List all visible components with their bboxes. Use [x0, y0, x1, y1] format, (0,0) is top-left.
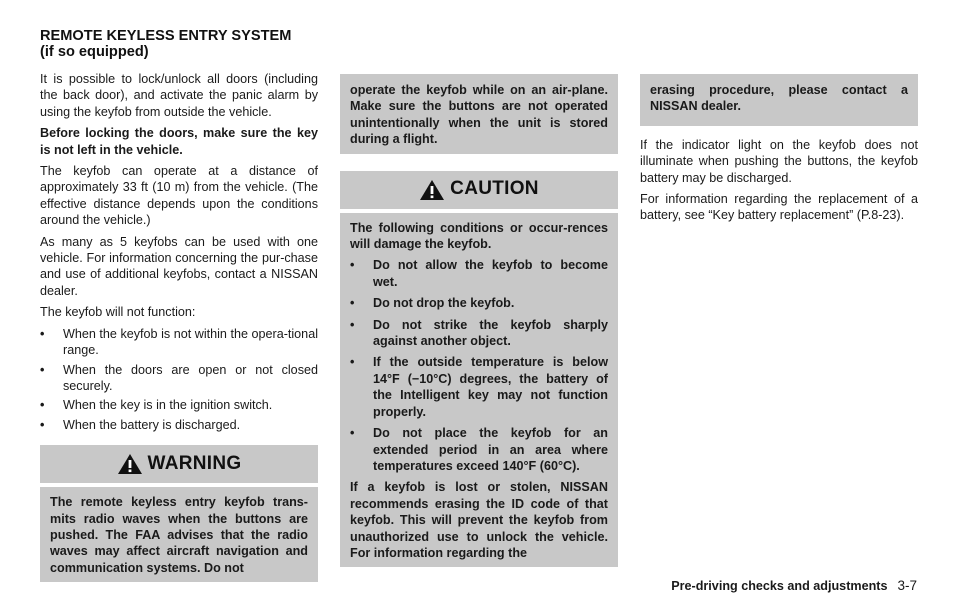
bullet-icon: • [350, 317, 355, 332]
page-number: 3-7 [897, 578, 917, 593]
list-item: • When the battery is discharged. [40, 417, 241, 432]
bullet-icon: • [350, 355, 355, 370]
not-function-paragraph: The keyfob will not function: [40, 305, 196, 320]
keyfob-count-paragraph: As many as 5 keyfobs can be used with one vehicle. For information concerning the pur-chase and use of additional keyfobs, contact a NISSAN dealer. [40, 234, 318, 298]
bullet-icon: • [350, 258, 355, 273]
warning-box-continued [340, 74, 618, 154]
list-item: • When the key is in the ignition switch. [40, 398, 273, 413]
bullet-icon: • [40, 326, 45, 341]
battery-paragraph: For information regarding the replacement of a battery, see “Key battery replacement” (P.8-23). [640, 192, 918, 223]
list-item: • Do not place the keyfob for an extended period in an area where temperatures exceed 140°F (60°C). [350, 426, 608, 473]
list-item: • When the keyfob is not within the opera-tional range. [40, 326, 318, 358]
bullet-icon: • [350, 426, 355, 441]
footer-section-title: Pre-driving checks and adjustments [671, 579, 888, 593]
list-item: • Do not drop the keyfob. [350, 296, 515, 311]
bullet-icon: • [40, 398, 45, 413]
caution-list [350, 257, 608, 474]
section-heading [40, 28, 318, 60]
warning-triangle-icon [419, 179, 445, 201]
column-3 [640, 74, 918, 229]
heading-line-1: REMOTE KEYLESS ENTRY SYSTEM [40, 28, 292, 44]
caution-title: CAUTION [450, 178, 539, 200]
warning-text: The remote keyless entry keyfob trans-mits radio waves when the buttons are pushed. The FAA advises that the radio waves may affect aircraft navigation and communication systems. Do not [50, 495, 308, 575]
warning-title: WARNING [147, 452, 242, 474]
list-item: • If the outside temperature is below 14°F (−10°C) degrees, the battery of the Intelligent key may not function properly. [350, 355, 608, 419]
list-item: • When the doors are open or not closed securely. [40, 362, 318, 393]
indicator-paragraph: If the indicator light on the keyfob does not illuminate when pushing the buttons, the keyfob battery may be discharged. [640, 137, 918, 185]
list-item: • Do not strike the keyfob sharply against another object. [350, 317, 608, 349]
warning-text-continued: operate the keyfob while on an air-plane. Make sure the buttons are not operated unintentionally when the unit is stored during a flight. [350, 83, 608, 147]
list-item: • Do not allow the keyfob to become wet. [350, 258, 608, 289]
warning-box [40, 487, 318, 582]
bullet-icon: • [40, 362, 45, 377]
caution-text: If a keyfob is lost or stolen, NISSAN recommends erasing the ID code of that keyfob. This will prevent the keyfob from unauthorized use to unlock the vehicle. For information regarding the [350, 480, 608, 560]
warning-triangle-icon [117, 453, 143, 475]
caution-header [340, 171, 618, 213]
caution-box [340, 213, 618, 568]
caution-box-continued [640, 74, 918, 123]
bullet-icon: • [350, 296, 355, 311]
range-paragraph: The keyfob can operate at a distance of approximately 33 ft (10 m) from the vehicle. (The effective distance depends upon the conditions around the vehicle.) [40, 164, 318, 228]
not-function-list [40, 326, 318, 433]
warning-header [40, 445, 318, 487]
intro-paragraph: It is possible to lock/unlock all doors (including the back door), and activate the panic alarm by using the keyfob from outside the vehicle. [40, 72, 318, 119]
column-2 [340, 74, 618, 567]
key-reminder-paragraph: Before locking the doors, make sure the key is not left in the vehicle. [40, 126, 318, 157]
bullet-icon: • [40, 417, 45, 432]
caution-intro: The following conditions or occur-rences will damage the keyfob. [350, 220, 608, 252]
caution-text-continued: erasing procedure, please contact a NISSAN dealer. [650, 83, 908, 114]
column-1 [40, 28, 318, 582]
heading-line-2: (if so equipped) [40, 44, 149, 60]
page-footer [671, 578, 917, 593]
